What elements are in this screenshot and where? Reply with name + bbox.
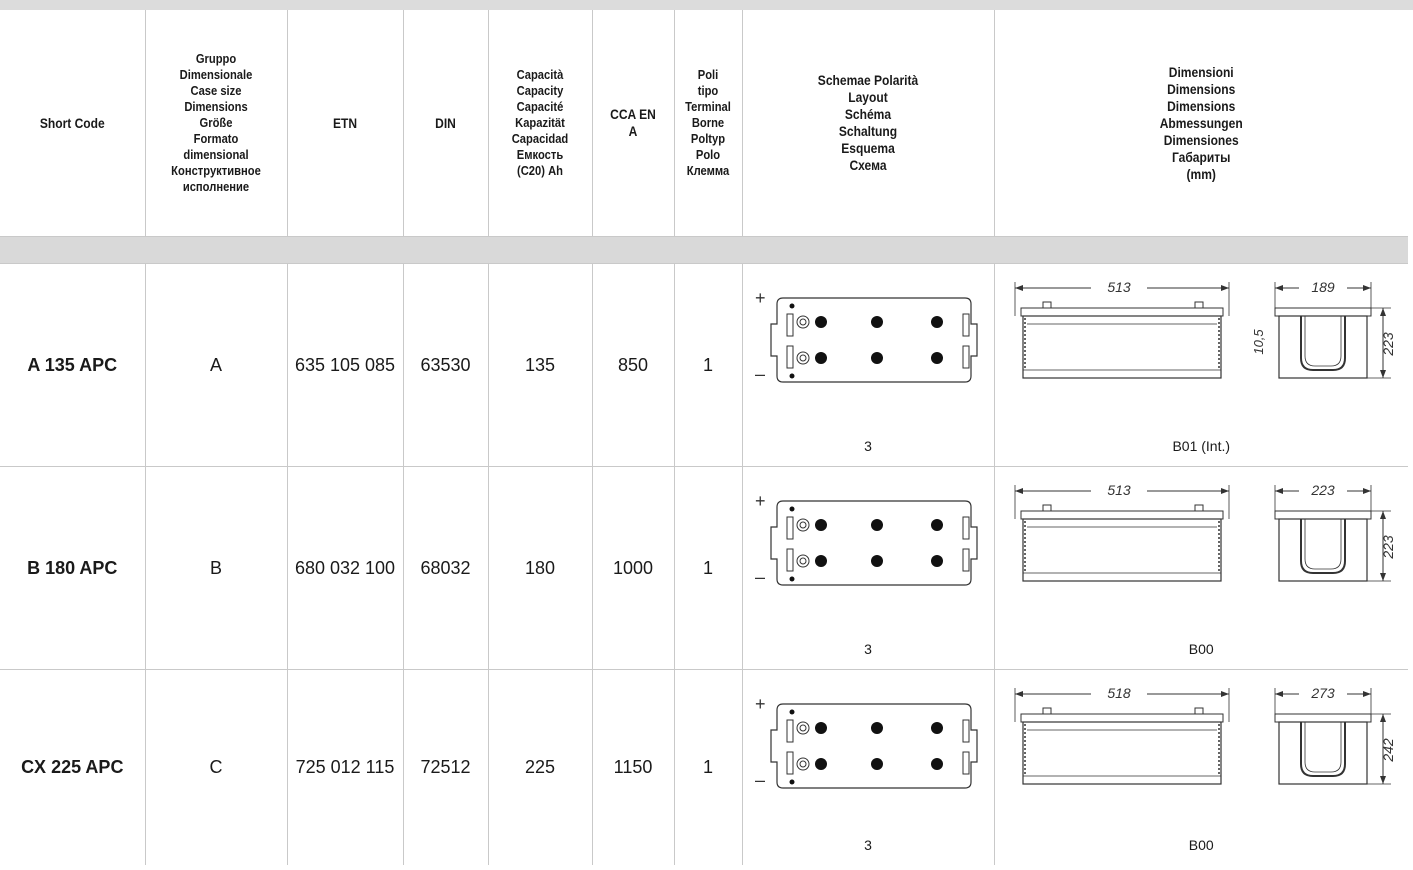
terminal-cell: 1 xyxy=(674,670,742,866)
din-cell: 63530 xyxy=(403,264,488,467)
plus-symbol: + xyxy=(754,290,766,308)
dimensions-cell xyxy=(994,670,1408,866)
cca-cell: 850 xyxy=(592,264,674,467)
short-code-cell: A 135 APC xyxy=(0,264,145,467)
cca-cell: 1000 xyxy=(592,467,674,670)
header-cca: CCA EN A xyxy=(598,10,669,237)
table-row xyxy=(0,264,1408,467)
etn-cell: 725 012 115 xyxy=(287,670,403,866)
cca-cell: 1150 xyxy=(592,670,674,866)
din-cell: 68032 xyxy=(403,467,488,670)
short-code-cell: CX 225 APC xyxy=(0,670,145,866)
battery-dimension-drawing xyxy=(999,481,1403,621)
header-etn: ETN xyxy=(295,10,395,237)
height-label: 223 xyxy=(1379,332,1396,356)
header-row xyxy=(0,10,1408,237)
minus-symbol: – xyxy=(754,567,765,587)
width-label: 273 xyxy=(1310,685,1335,701)
capacity-cell: 225 xyxy=(488,670,592,866)
battery-spec-table xyxy=(0,10,1408,865)
short-code-cell: B 180 APC xyxy=(0,467,145,670)
layout-code-label: 3 xyxy=(864,837,872,853)
header-short-code: Short Code xyxy=(10,10,135,237)
header-terminal: Poli tipo Terminal Borne Poltyp Polo Клемма xyxy=(679,10,737,237)
case-size-cell: B xyxy=(145,467,287,670)
layout-cell xyxy=(742,467,994,670)
offset-label: 10,5 xyxy=(1250,329,1266,355)
case-size-cell: C xyxy=(145,670,287,866)
width-label: 223 xyxy=(1310,482,1335,498)
polarity-layout-diagram xyxy=(751,493,987,603)
minus-symbol: – xyxy=(754,770,765,790)
layout-cell xyxy=(742,670,994,866)
header-layout: Schemae Polarità Layout Schéma Schaltung Esquema Схема xyxy=(760,10,977,237)
header-capacity: Capacità Capacity Capacité Kapazität Capacidad Емкость (C20) Ah xyxy=(495,10,584,237)
height-label: 223 xyxy=(1379,535,1396,559)
table-row xyxy=(0,467,1408,670)
length-label: 518 xyxy=(1106,685,1131,701)
header-din: DIN xyxy=(409,10,482,237)
polarity-layout-diagram xyxy=(751,290,987,400)
polarity-layout-diagram xyxy=(751,696,987,806)
plus-symbol: + xyxy=(754,696,766,714)
length-label: 513 xyxy=(1106,482,1131,498)
top-band xyxy=(0,0,1413,10)
header-case-size: Gruppo Dimensionale Case size Dimensions Größe Formato dimensional Конструктивное исполнение xyxy=(155,10,277,237)
width-label: 189 xyxy=(1310,279,1335,295)
capacity-cell: 135 xyxy=(488,264,592,467)
height-label: 242 xyxy=(1379,738,1396,762)
length-label: 513 xyxy=(1106,279,1131,295)
plus-symbol: + xyxy=(754,493,766,511)
terminal-cell: 1 xyxy=(674,467,742,670)
dimension-code-label: B01 (Int.) xyxy=(1172,438,1231,454)
section-band xyxy=(0,237,1408,264)
battery-dimension-drawing xyxy=(999,684,1403,824)
dimension-code-label: B00 xyxy=(1188,641,1214,657)
dimensions-cell xyxy=(994,467,1408,670)
dimension-code-label: B00 xyxy=(1188,837,1214,853)
table-row xyxy=(0,670,1408,866)
battery-dimension-drawing xyxy=(999,278,1403,418)
header-dimensions: Dimensioni Dimensions Dimensions Abmessungen Dimensiones Габариты (mm) xyxy=(1023,10,1379,237)
dimensions-cell xyxy=(994,264,1408,467)
etn-cell: 635 105 085 xyxy=(287,264,403,467)
etn-cell: 680 032 100 xyxy=(287,467,403,670)
layout-code-label: 3 xyxy=(864,641,872,657)
terminal-cell: 1 xyxy=(674,264,742,467)
case-size-cell: A xyxy=(145,264,287,467)
layout-cell xyxy=(742,264,994,467)
layout-code-label: 3 xyxy=(864,438,872,454)
capacity-cell: 180 xyxy=(488,467,592,670)
minus-symbol: – xyxy=(754,364,765,384)
din-cell: 72512 xyxy=(403,670,488,866)
